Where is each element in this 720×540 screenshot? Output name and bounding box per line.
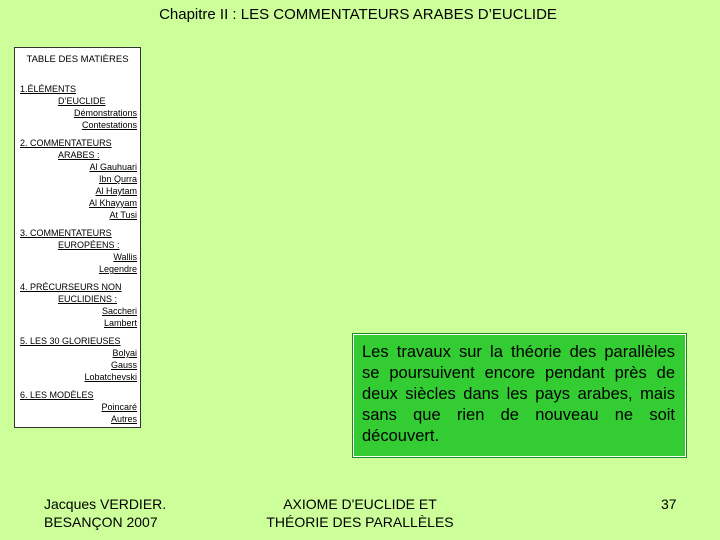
toc-item-al-gauhuari[interactable]: Al Gauhuari [89, 162, 137, 172]
slide-title: Chapitre II : LES COMMENTATEURS ARABES D’EUCLIDE [159, 6, 557, 23]
toc-section-title[interactable]: 2. COMMENTATEURS ARABES : [20, 138, 112, 160]
toc-section-4[interactable] [20, 281, 137, 329]
toc-item-at-tusi[interactable]: At Tusi [109, 210, 137, 220]
toc-section-6[interactable] [20, 389, 137, 425]
toc-item-legendre[interactable]: Legendre [98, 264, 137, 274]
toc-item-lambert[interactable]: Lambert [103, 318, 137, 328]
toc-section-title[interactable]: 5. LES 30 GLORIEUSES [20, 336, 121, 346]
footer-author: Jacques VERDIER. BESANÇON 2007 [44, 496, 167, 530]
toc-heading: TABLE DES MATIÈRES [26, 54, 129, 65]
toc-item-ibn-qurra[interactable]: Ibn Qurra [98, 174, 137, 184]
toc-item-gauss[interactable]: Gauss [110, 360, 137, 370]
toc-item-lobatchevski[interactable]: Lobatchevski [84, 372, 137, 382]
table-of-contents [14, 47, 141, 428]
toc-section-2[interactable] [20, 137, 137, 221]
toc-section-title[interactable]: 6. LES MODÈLES [20, 390, 94, 400]
toc-item-al-khayyam[interactable]: Al Khayyam [88, 198, 137, 208]
toc-item-bolyai[interactable]: Bolyai [112, 348, 137, 358]
toc-item-contestations[interactable]: Contestations [81, 120, 137, 130]
toc-item-wallis[interactable]: Wallis [113, 252, 137, 262]
body-text-box: Les travaux sur la théorie des parallèles se poursuivent encore pendant près de deux siècles dans les pays arabes, mais sans que rien de nouveau ne soit découvert. [353, 334, 686, 457]
toc-item-autres[interactable]: Autres [110, 414, 137, 424]
toc-section-3[interactable] [20, 227, 137, 275]
toc-section-5[interactable] [20, 335, 137, 383]
page-number: 37 [661, 496, 677, 512]
toc-item-al-haytam[interactable]: Al Haytam [95, 186, 137, 196]
toc-section-1[interactable] [20, 83, 137, 131]
footer-topic: AXIOME D'EUCLIDE ET THÉORIE DES PARALLÈLES [266, 496, 454, 530]
toc-item-poincare[interactable]: Poincaré [101, 402, 137, 412]
toc-item-saccheri[interactable]: Saccheri [101, 306, 137, 316]
toc-section-title[interactable]: 1.ÉLÉMENTS D’EUCLIDE [20, 84, 106, 106]
toc-item-demonstrations[interactable]: Démonstrations [73, 108, 137, 118]
toc-section-title[interactable]: 4. PRÉCURSEURS NON EUCLIDIENS : [20, 282, 122, 304]
toc-section-title[interactable]: 3. COMMENTATEURS EUROPÉENS : [20, 228, 120, 250]
